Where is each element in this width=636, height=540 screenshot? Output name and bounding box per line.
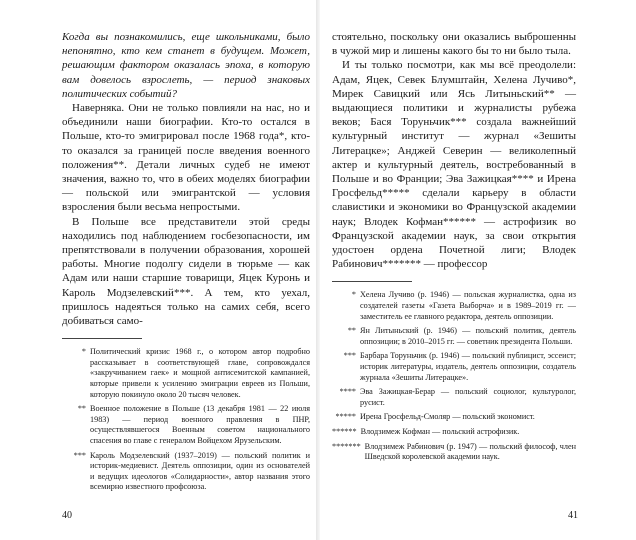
page-number: 41 [568, 510, 578, 521]
interview-question: Когда вы познакомились, еще школьниками, было непонятно, кто кем станет в будущем. Может, решающим фактором оказалась эпоха, в которую вам довелось взрослеть, — период знаковых политических событий? [62, 31, 310, 100]
body-paragraph: стоятельно, поскольку они оказались выброшенны в чужой мир и лишены какого бы то ни было тыла. [332, 31, 576, 58]
footnote-mark: ******* [332, 441, 361, 451]
footnote [62, 451, 310, 493]
right-page [320, 0, 636, 540]
left-page [0, 0, 316, 540]
footnote-mark: **** [339, 387, 356, 397]
footnote-text: Эва Зажицкая-Берар — польский социолог, культуролог, русист. [360, 387, 576, 407]
footnote [332, 427, 576, 438]
footnote-mark: *** [343, 351, 356, 361]
footnote-text: Ян Литыньский (р. 1946) — польский политик, деятель оппозиции; в 2010–2015 гг. — советник президента Польши. [360, 326, 576, 346]
footnote [332, 442, 576, 463]
footnote-mark: * [81, 347, 86, 357]
footnote-text: Ирена Гросфельд-Смоляр — польский экономист. [360, 412, 535, 422]
footnote-mark: ****** [332, 426, 357, 436]
footnote-text: Хелена Лучиво (р. 1946) — польская журналистка, одна из создателей газеты «Газета Выборча» и в 1989–2019 гг. — заместитель ее главного редактора, деятель оппозиции. [360, 290, 576, 321]
left-text-column [62, 30, 310, 497]
footnote-mark: ** [77, 404, 86, 414]
footnote-separator [62, 338, 142, 339]
body-paragraph: В Польше все представители этой среды находились под наблюдением госбезопасности, им препятствовали в получении образования, хорошей работы. Многие подолгу сидели в тюрьме — как Адам или наши старшие товарищи, Яцек Куронь и Кароль Модзелевский***. А тем, кто уехал, пришлось надеяться только на самих себя, всего добиваться само- [62, 215, 310, 328]
footnote-text: Военное положение в Польше (13 декабря 1981 — 22 июля 1983) — период военного правления в ПНР, осуществлявшегося Военным советом национального спасения во главе с генералом Войцехом Ярузельским. [90, 404, 310, 446]
footnote-text: Кароль Модзелевский (1937–2019) — польский политик и историк-медиевист. Деятель оппозиции, один из основателей и ведущих идеологов «Солидарности», автор названия этого всемирно известного профсоюза. [90, 450, 310, 492]
page-number: 40 [62, 510, 72, 521]
footnote-mark: *** [73, 450, 86, 460]
footnote [332, 387, 576, 408]
footnote-separator [332, 281, 412, 282]
footnote-mark: ***** [335, 412, 356, 422]
footnote [62, 347, 310, 400]
footnote [332, 326, 576, 347]
footnote-text: Барбара Торуньчик (р. 1946) — польский публицист, эссеист; историк литературы, издатель, деятель оппозиции, создатель журнала «Зешиты Литерацке». [360, 351, 576, 382]
body-paragraph: И ты только посмотри, как мы всё преодолели: Адам, Яцек, Севек Блумштайн, Хелена Лучиво*, Мирек Савицкий или Ясь Литыньский** — выдающиеся политики и журналисты рубежа веков; Бася Торуньчик*** создала важнейший культурный институт — журнал «Зешиты Литерацке»; Анджей Северин — великолепный актер и культурный деятель, востребованный в Польше и во Франции; Эва Зажицкая**** и Ирена Гросфельд***** сделали карьеру в области славистики и экономики во Французской академии наук; Влодек Кофман****** — астрофизик во Французской академии наук, за свои открытия удостоен ордена Почетной лиги; Влодек Рабинович******* — профессор [332, 59, 576, 271]
footnote [332, 351, 576, 383]
body-paragraph: Наверняка. Они не только повлияли на нас, но и объединили наши биографии. Кто-то остался в Польше, кто-то эмигрировал после 1968 года*, кто-то оказался за границей после введения военного положения**. Детали личных судеб не имеют значения, важно то, что в обеих моделях биографии — польской или эмигрантской — условия взросления были весьма непростыми. [62, 102, 310, 214]
footnote-mark: ** [347, 326, 356, 336]
footnote-mark: * [351, 290, 356, 300]
footnote-text: Влодзимеж Рабинович (р. 1947) — польский философ, член Шведской королевской академии наук. [364, 441, 576, 462]
footnote [332, 412, 576, 423]
footnote [62, 404, 310, 446]
right-text-column [332, 30, 576, 467]
footnote [332, 290, 576, 322]
footnote-text: Политический кризис 1968 г., о котором автор подробно рассказывает в соответствующей главе, сопровождался «закручиванием гаек» и мощной антисемитской кампанией, которые привели к усилению эмиграции евреев из Польши, которую покинуло около 20 тысяч человек. [90, 347, 310, 399]
footnote-text: Влодзимеж Кофман — польский астрофизик. [360, 426, 520, 436]
